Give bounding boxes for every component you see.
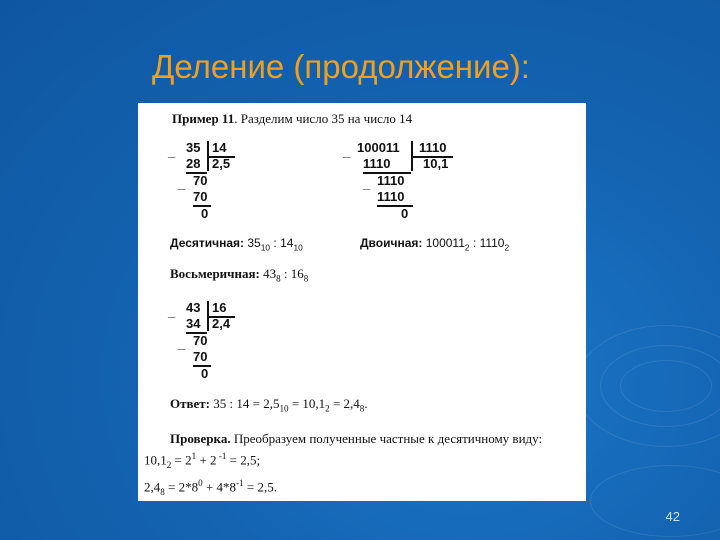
check-exponent: 0 [198,478,203,488]
binary-label: Двоичная: [360,236,423,250]
decimal-b: 14 [280,236,294,250]
subtrahend: 70 [193,189,208,204]
quotient: 2,4 [212,316,231,331]
binary-a: 100011 [425,236,465,250]
binary-a-base: 2 [464,242,470,253]
answer-part: . [364,396,368,411]
quotient: 10,1 [423,156,449,171]
check-part: + 2 [196,452,217,468]
divisor: 14 [212,140,227,155]
check-part: 2,4 [144,479,161,495]
binary-long-division [343,141,473,225]
remainder: 70 [193,173,208,188]
answer-base: 8 [359,403,365,414]
check-part: + 4*8 [202,479,237,495]
minus-sign: _ [363,176,371,191]
remainder: 0 [201,206,209,221]
octal-long-division [168,301,288,385]
answer-base: 10 [279,403,289,414]
subtrahend: 1110 [377,189,405,204]
octal-sep: : [280,266,291,281]
decimal-a: 35 [247,236,261,250]
example-label: Пример 11 [172,111,235,126]
answer-part: 35 : 14 = 2,5 [210,396,280,411]
subtrahend: 34 [186,316,201,331]
check-part: = 2,5; [226,452,261,468]
decimal-a-base: 10 [260,242,271,253]
remainder: 1110 [377,173,405,188]
subtrahend: 1110 [363,156,391,171]
quotient: 2,5 [212,156,231,171]
binary-b-base: 2 [504,242,510,253]
octal-b: 16 [290,266,304,281]
octal-label: Восьмеричная: [170,266,260,281]
check-label: Проверка. [170,431,231,446]
content-panel [138,103,586,501]
remainder: 70 [193,333,208,348]
remainder: 0 [201,366,209,381]
check-line-binary [144,451,260,470]
decimal-label: Десятичная: [170,236,245,250]
minus-sign: _ [178,336,186,351]
answer-label: Ответ: [170,396,211,411]
binary-notation [360,236,509,252]
dividend: 35 [186,140,201,155]
decimal-b-base: 10 [293,242,303,253]
answer-part: = 2,4 [329,396,360,411]
divisor: 1110 [419,140,447,155]
check-part: = 2*8 [164,479,199,495]
dividend: 43 [186,300,201,315]
check-base: 8 [160,486,165,497]
decimal-long-division [168,141,288,225]
minus-sign: _ [168,304,176,319]
octal-b-base: 8 [303,273,309,284]
octal-a: 43 [263,266,277,281]
answer-part: = 10,1 [288,396,326,411]
octal-a-base: 8 [276,273,281,284]
minus-sign: _ [343,144,351,159]
check-exponent: 1 [191,451,197,461]
answer-base: 2 [325,403,330,414]
ripple-decoration [590,465,720,537]
minus-sign: _ [178,176,186,191]
decimal-notation [170,236,303,252]
check-part: = 2 [171,452,192,468]
check-part: 10,1 [144,452,167,468]
dividend: 100011 [357,140,400,155]
minus-sign: _ [168,144,176,159]
example-heading [172,111,412,127]
example-text: . Разделим число 35 на число 14 [234,111,413,126]
check-text: Преобразуем полученные частные к десятичному виду: [230,431,543,446]
ripple-decoration [575,325,720,447]
octal-notation [170,266,308,284]
page-number: 42 [665,509,680,524]
subtrahend: 70 [193,349,208,364]
remainder: 0 [401,206,409,221]
divisor: 16 [212,300,227,315]
check-exponent: -1 [236,478,244,488]
slide-title: Деление (продолжение): [152,48,530,85]
check-exponent: -1 [216,451,227,461]
binary-b: 1110 [479,236,505,250]
check-line-octal [144,478,277,497]
check-heading [170,431,542,447]
check-part: = 2,5. [243,479,277,495]
subtrahend: 28 [186,156,201,171]
binary-sep: : [469,236,480,250]
check-base: 2 [166,459,172,470]
answer-line [170,396,368,414]
decimal-sep: : [270,236,281,250]
